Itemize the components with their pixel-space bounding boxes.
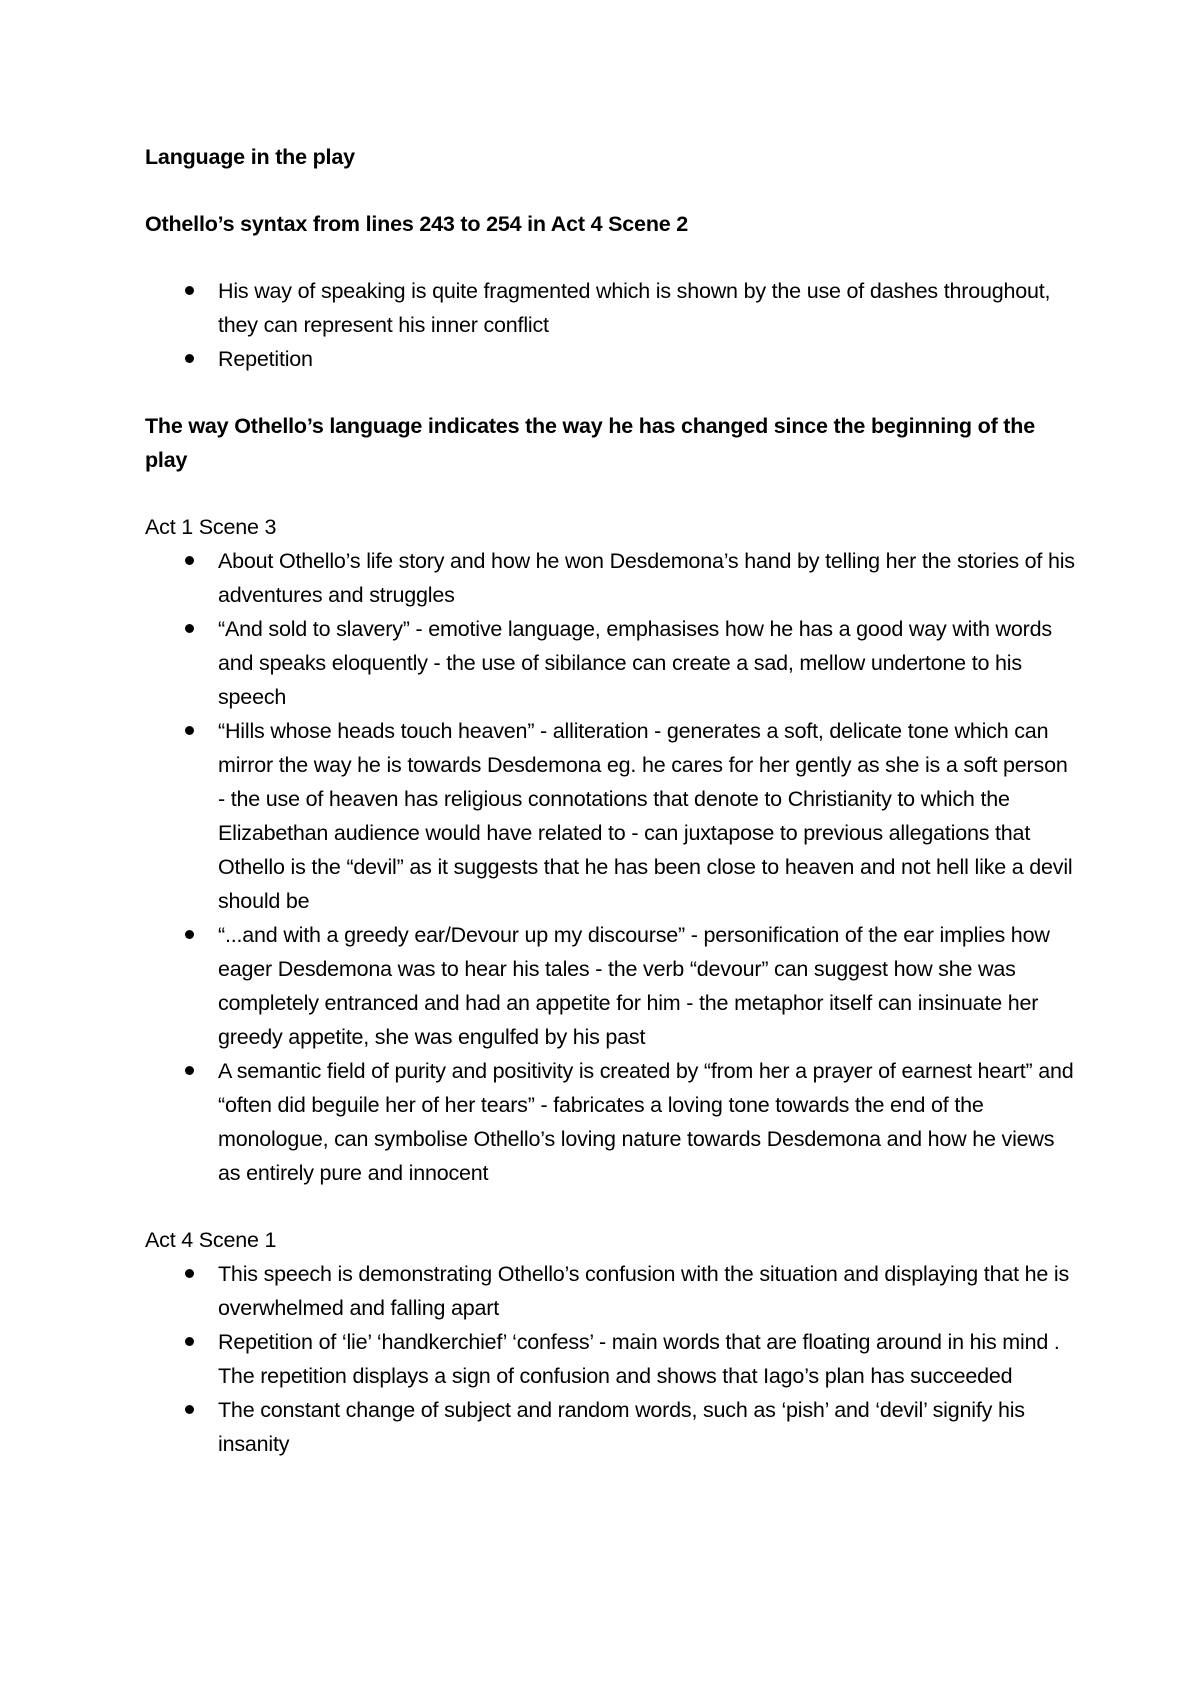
section-heading-change: The way Othello’s language indicates the way he has changed since the beginning of the play (145, 414, 1035, 472)
bullet-list-act1-scene3 (145, 544, 1075, 1190)
bullet-list-act4-scene1 (145, 1257, 1075, 1461)
spacer (145, 376, 1075, 409)
section-heading-act1-scene3: Act 1 Scene 3 (145, 515, 277, 539)
document-page (145, 140, 1075, 1461)
list-item: His way of speaking is quite fragmented which is shown by the use of dashes throughout, they can represent his inner conflict (145, 274, 1075, 342)
spacer (145, 174, 1075, 207)
list-item: This speech is demonstrating Othello’s confusion with the situation and displaying that he is overwhelmed and falling apart (145, 1257, 1075, 1325)
section-heading-act4-scene1: Act 4 Scene 1 (145, 1228, 277, 1252)
list-item: Repetition (145, 342, 1075, 376)
list-item: About Othello’s life story and how he won Desdemona’s hand by telling her the stories of his adventures and struggles (145, 544, 1075, 612)
spacer (145, 241, 1075, 274)
list-item: “And sold to slavery” - emotive language, emphasises how he has a good way with words and speaks eloquently - the use of sibilance can create a sad, mellow undertone to his speech (145, 612, 1075, 714)
list-item: A semantic field of purity and positivity is created by “from her a prayer of earnest heart” and “often did beguile her of her tears” - fabricates a loving tone towards the end of the monologue, can symbolise Othello’s loving nature towards Desdemona and how he views as entirely pure and innocent (145, 1054, 1075, 1190)
spacer (145, 477, 1075, 510)
list-item: “...and with a greedy ear/Devour up my discourse” - personification of the ear implies how eager Desdemona was to hear his tales - the verb “devour” can suggest how she was completely entranced and had an appetite for him - the metaphor itself can insinuate her greedy appetite, she was engulfed by his past (145, 918, 1075, 1054)
list-item: The constant change of subject and random words, such as ‘pish’ and ‘devil’ signify his insanity (145, 1393, 1075, 1461)
document-title: Language in the play (145, 145, 355, 169)
bullet-list-syntax (145, 274, 1075, 376)
spacer (145, 1190, 1075, 1223)
list-item: “Hills whose heads touch heaven” - alliteration - generates a soft, delicate tone which can mirror the way he is towards Desdemona eg. he cares for her gently as she is a soft person - the use of heaven has religious connotations that denote to Christianity to which the Elizabethan audience would have related to - can juxtapose to previous allegations that Othello is the “devil” as it suggests that he has been close to heaven and not hell like a devil should be (145, 714, 1075, 918)
section-heading-syntax: Othello’s syntax from lines 243 to 254 in Act 4 Scene 2 (145, 212, 689, 236)
list-item: Repetition of ‘lie’ ‘handkerchief’ ‘confess’ - main words that are floating around in his mind . The repetition displays a sign of confusion and shows that Iago’s plan has succeeded (145, 1325, 1075, 1393)
